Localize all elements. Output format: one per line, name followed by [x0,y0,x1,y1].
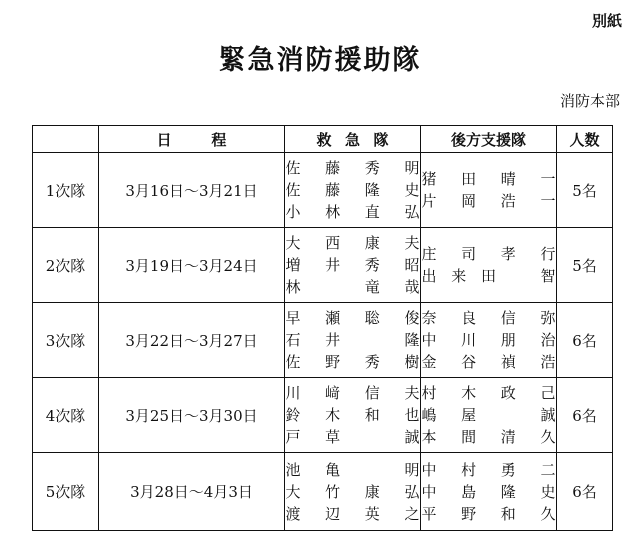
support-member-name [421,168,556,190]
name-char: 弘 [404,203,420,221]
name-char: 隆 [364,181,380,199]
support-names-cell [421,378,557,453]
name-char: 竹 [325,482,341,501]
name-char: 早 [285,309,301,327]
name-char: 本 [421,428,437,446]
name-char: 瀬 [325,309,341,327]
name-char: 己 [540,384,556,402]
name-char: 片 [421,192,437,210]
unit-cell: 5次隊 [33,453,99,531]
name-char: 勇 [500,460,516,479]
name-char: 嶋 [421,406,437,424]
table-row [33,303,613,378]
name-char: 﨑 [325,384,341,402]
name-char: 誠 [540,406,556,424]
name-char: 俊 [404,309,420,327]
name-char: 大 [285,234,301,252]
name-char: 藤 [325,181,341,199]
name-char: 金 [421,353,437,371]
name-char: 井 [325,256,341,274]
table-row [33,378,613,453]
name-char: 秀 [364,353,380,371]
header-support: 後方支援隊 [421,126,557,153]
member-count-cell: 5名 [557,153,613,228]
name-char: 信 [500,309,516,327]
rescue-member-name [285,404,420,426]
rescue-member-name [285,201,420,223]
name-char: 弘 [404,482,420,501]
name-char: 辺 [325,504,341,523]
name-char: 政 [500,384,516,402]
rescue-member-name [285,459,420,481]
name-char [364,426,380,448]
rescue-member-name [285,426,420,448]
name-char: 中 [421,331,437,349]
rescue-names-cell [285,303,421,378]
name-char: 野 [325,353,341,371]
rescue-member-name [285,179,420,201]
name-char: 林 [325,203,341,221]
rescue-member-name [285,276,420,298]
name-char: 信 [364,384,380,402]
name-char: 英 [364,504,380,523]
name-char: 田 [480,267,496,285]
name-char: 誠 [404,428,420,446]
support-member-name [421,426,556,448]
rescue-names-cell [285,228,421,303]
unit-cell: 2次隊 [33,228,99,303]
name-char: 一 [540,192,556,210]
support-member-name [421,265,556,287]
name-char: 樹 [404,353,420,371]
name-char: 木 [461,384,477,402]
rescue-member-name [285,503,420,525]
name-char: 村 [421,384,437,402]
support-names-cell [421,228,557,303]
header-rescue [285,126,421,153]
name-char: 佐 [285,159,301,177]
name-char: 奈 [421,309,437,327]
unit-cell: 4次隊 [33,378,99,453]
name-char: 朋 [500,331,516,349]
support-names-cell [421,453,557,531]
name-char: 晴 [500,170,516,188]
support-member-name [421,243,556,265]
name-char: 中 [421,482,437,501]
name-char: 良 [461,309,477,327]
rescue-member-name [285,307,420,329]
name-char: 石 [285,331,301,349]
name-char: 夫 [404,384,420,402]
name-char: 渡 [285,504,301,523]
support-names-cell [421,153,557,228]
support-member-name [421,307,556,329]
header-schedule [99,126,285,153]
name-char: 中 [421,460,437,479]
name-char: 岡 [461,192,477,210]
unit-cell: 1次隊 [33,153,99,228]
name-char: 佐 [285,353,301,371]
name-char: 浩 [540,353,556,371]
name-char: 大 [285,482,301,501]
table-row [33,153,613,228]
name-char: 井 [325,331,341,349]
name-char: 戸 [285,428,301,446]
name-char [364,329,380,351]
name-char: 増 [285,256,301,274]
member-count-cell: 6名 [557,453,613,531]
rescue-member-name [285,481,420,503]
name-char: 禎 [500,353,516,371]
support-member-name [421,382,556,404]
name-char: 庄 [421,245,437,263]
name-char: 野 [461,504,477,523]
name-char: 康 [364,234,380,252]
name-char: 史 [404,181,420,199]
support-member-name [421,459,556,481]
name-char: 谷 [461,353,477,371]
name-char: 孝 [500,245,516,263]
member-count-cell: 6名 [557,303,613,378]
support-names-cell [421,303,557,378]
support-member-name [421,404,556,426]
rescue-names-cell [285,453,421,531]
name-char: 直 [364,203,380,221]
name-char: 智 [540,267,556,285]
name-char: 史 [540,482,556,501]
name-char: 川 [461,331,477,349]
name-char: 竜 [364,278,380,296]
name-char: 藤 [325,159,341,177]
header-unit [33,126,99,153]
roster-table [32,125,613,531]
name-char: 司 [461,245,477,263]
header-row [33,126,613,153]
page-title: 緊急消防援助隊 [218,45,422,76]
header-count: 人数 [557,126,613,153]
table-row [33,453,613,531]
name-char: 林 [285,278,301,296]
member-count-cell: 6名 [557,378,613,453]
header-rescue-chars: 救 急 隊 [316,130,389,149]
rescue-names-cell [285,153,421,228]
support-member-name [421,329,556,351]
name-char: 秀 [364,256,380,274]
name-char: 和 [364,406,380,424]
schedule-cell: 3月25日～3月30日 [99,378,285,453]
rescue-member-name [285,382,420,404]
name-char: 川 [285,384,301,402]
name-char: 猪 [421,170,437,188]
rescue-member-name [285,254,420,276]
name-char: 昭 [404,256,420,274]
name-char [500,404,516,426]
name-char [364,459,380,481]
name-char: 清 [500,428,516,446]
support-member-name [421,503,556,525]
roster-body [33,153,613,531]
name-char: 行 [540,245,556,263]
rescue-member-name [285,232,420,254]
name-char: 田 [461,170,477,188]
name-char: 聡 [364,309,380,327]
department-label: 消防本部 [559,92,620,110]
schedule-cell: 3月16日～3月21日 [99,153,285,228]
rescue-member-name [285,351,420,373]
name-char: 西 [325,234,341,252]
unit-cell: 3次隊 [33,303,99,378]
name-char: 屋 [461,406,477,424]
support-member-name [421,481,556,503]
support-member-name [421,190,556,212]
name-char: 村 [461,460,477,479]
name-char: 浩 [500,192,516,210]
name-char: 久 [540,428,556,446]
name-char: 平 [421,504,437,523]
table-row [33,228,613,303]
name-char: 来 [451,267,467,285]
name-char: 島 [461,482,477,501]
name-char: 間 [461,428,477,446]
name-char: 弥 [540,309,556,327]
name-char: 隆 [500,482,516,501]
name-char: 二 [540,460,556,479]
rescue-member-name [285,329,420,351]
schedule-cell: 3月28日～4月3日 [99,453,285,531]
name-char: 明 [404,460,420,479]
name-char [325,276,341,298]
rescue-member-name [285,157,420,179]
name-char: 哉 [404,278,420,296]
name-char: 也 [404,406,420,424]
name-char: 亀 [325,460,341,479]
name-char: 和 [500,504,516,523]
name-char: 一 [540,170,556,188]
name-char: 小 [285,203,301,221]
name-char: 草 [325,428,341,446]
name-char: 夫 [404,234,420,252]
name-char: 鈴 [285,406,301,424]
schedule-cell: 3月22日～3月27日 [99,303,285,378]
name-char: 久 [540,504,556,523]
name-char: 池 [285,460,301,479]
attachment-label: 別紙 [591,12,622,30]
name-char: 佐 [285,181,301,199]
header-schedule-chars: 日 程 [156,130,227,149]
name-char: 之 [404,504,420,523]
name-char: 治 [540,331,556,349]
name-char: 明 [404,159,420,177]
name-char: 康 [364,482,380,501]
name-char: 隆 [404,331,420,349]
name-char: 秀 [364,159,380,177]
schedule-cell: 3月19日～3月24日 [99,228,285,303]
rescue-names-cell [285,378,421,453]
name-char: 木 [325,406,341,424]
member-count-cell: 5名 [557,228,613,303]
name-char [510,265,526,287]
name-char: 出 [421,267,437,285]
support-member-name [421,351,556,373]
